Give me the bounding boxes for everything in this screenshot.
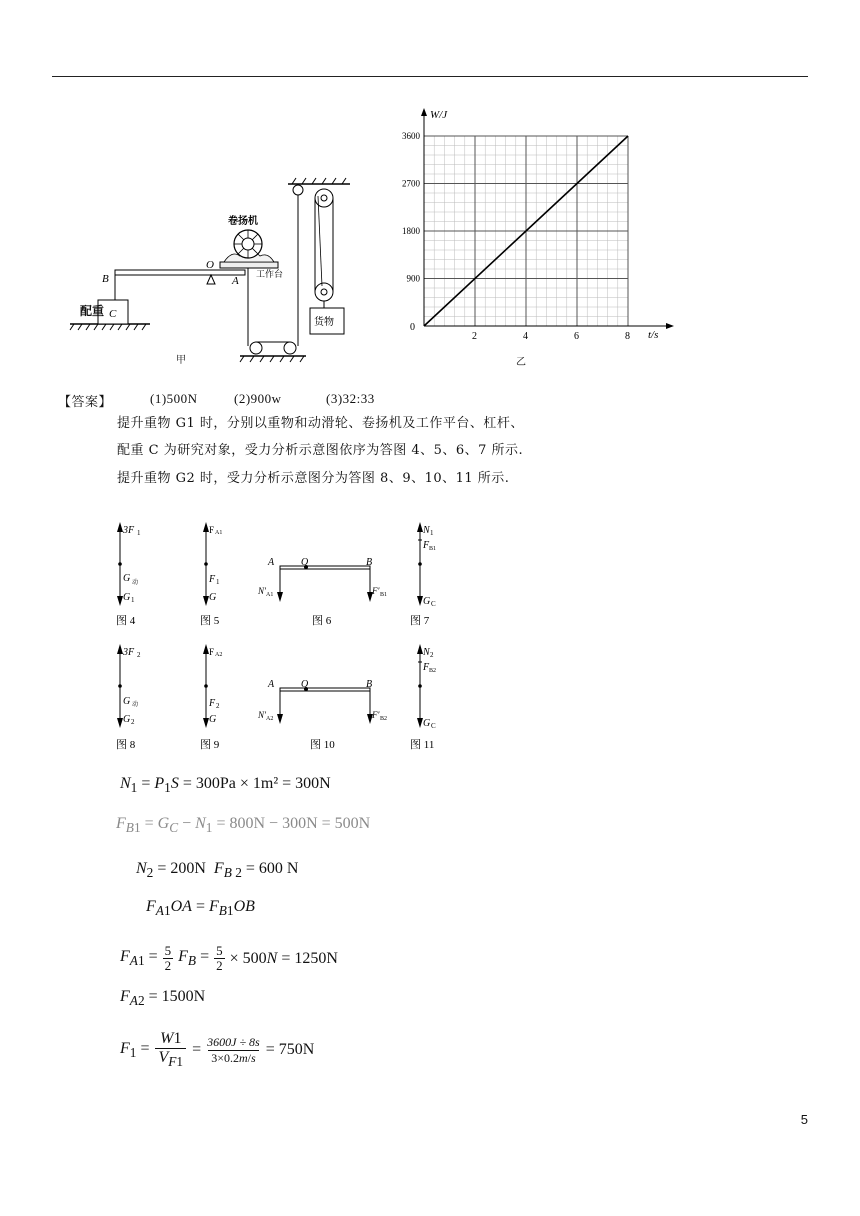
answer-line1: 提升重物 G1 时，分别以重物和动滑轮、卷扬机及工作平台、杠杆、 <box>117 416 524 431</box>
x-tick-label: 8 <box>625 331 630 342</box>
equation-2: $F_{B1} = G_C - N_1 = 800N - 300N = 500N$ <box>116 815 371 836</box>
y-tick-label: 2700 <box>402 178 420 189</box>
answer-part3: (3)32:33 <box>326 391 375 406</box>
fig5-d1-sub: 1 <box>216 578 220 586</box>
fig11-caption: 图 11 <box>410 739 435 751</box>
equation-7: $F_1$ = $\frac{W1}{V_{F1}}$ = $\frac{3600J \div 8s}{3\times 0.2m/s}$ = 750N <box>120 1030 315 1070</box>
fig8-up-label: 3F <box>123 647 135 658</box>
fig7-up1-label: N <box>423 525 430 536</box>
fig8-caption: 图 8 <box>116 739 136 751</box>
platform-label: 工作台 <box>256 269 284 279</box>
fig10-right-sub: B2 <box>380 716 388 722</box>
fig4-up-sub: 1 <box>137 529 141 537</box>
fig4-caption: 图 4 <box>116 615 136 627</box>
equation-5: $F_{A1}$ = $\frac{5}{2}$ $F_B$ = $\frac{5}{2}$ × 500N = 1250N <box>120 943 338 973</box>
equation-7-rhs: = 750N <box>265 1041 315 1059</box>
fig8-up-sub: 2 <box>137 651 141 659</box>
figure-yi-caption: 乙 <box>516 357 526 368</box>
equation-7-denominator: 3×0.2 <box>211 1050 239 1065</box>
fig4-d1-label: G <box>123 573 131 584</box>
fig7-up2-sub: B1 <box>429 546 437 552</box>
fig11-down-label: G <box>423 718 431 729</box>
fig4-d2-sub: 1 <box>131 596 135 604</box>
fig6-left-sub: A1 <box>266 592 274 598</box>
fig9-up-label: F <box>209 647 215 657</box>
x-tick-label: 6 <box>574 331 579 342</box>
equation-6: $F_{A2} = 1500N$ <box>120 988 206 1009</box>
point-b-label: B <box>102 273 109 285</box>
fig7-up1-sub: 1 <box>430 529 434 537</box>
answer-tag: 【答案】 <box>58 395 113 410</box>
x-tick-label: 2 <box>472 331 477 342</box>
fig11-up1-label: N <box>423 647 430 658</box>
figure-yi-chart <box>390 104 680 348</box>
fig8-d1-label: G <box>123 696 131 707</box>
equation-7-numerator: 3600J ÷ 8s <box>207 1034 260 1049</box>
header-rule <box>52 76 808 77</box>
answer-line3: 提升重物 G2 时，受力分析示意图分为答图 8、9、10、11 所示. <box>117 471 510 486</box>
fig8-d1-sub: 动 <box>132 702 139 708</box>
point-a-label: A <box>232 275 239 287</box>
fig9-up-sub: A2 <box>215 652 223 658</box>
fig11-up2-sub: B2 <box>429 668 437 674</box>
fig11-up1-sub: 2 <box>430 651 434 659</box>
answer-line2: 配重 C 为研究对象，受力分析示意图依序为答图 4、5、6、7 所示. <box>117 443 524 458</box>
y-tick-label: 900 <box>406 273 420 284</box>
fig5-up-label: F <box>209 525 215 535</box>
x-axis-arrow <box>666 323 674 329</box>
origin-label: 0 <box>410 322 415 333</box>
fig9-d2-label: G <box>209 714 217 725</box>
figure-jia-mechanism <box>60 176 360 366</box>
equation-4: $F_{A1}OA = F_{B1}OB$ <box>146 898 255 919</box>
fig6-right-label: F′ <box>372 586 380 596</box>
equation-1-rhs: = 300Pa × 1m² = 300N <box>182 775 331 792</box>
fig4-d1-sub: 动 <box>132 580 139 586</box>
fig10-left-sub: A2 <box>266 716 274 722</box>
fig10-a-label: A <box>268 679 275 690</box>
fig6-caption: 图 6 <box>312 615 332 627</box>
fig5-caption: 图 5 <box>200 615 220 627</box>
fig10-caption: 图 10 <box>310 739 335 751</box>
fig5-d2-label: G <box>209 592 217 603</box>
x-axis-label: t/s <box>648 329 659 341</box>
fig10-right-label: F′ <box>372 710 380 720</box>
fig4-up-label: 3F <box>123 525 135 536</box>
y-axis-label: W/J <box>430 109 448 121</box>
fig11-down-sub: C <box>431 722 436 730</box>
force-diagram-fig11 <box>400 640 460 760</box>
equation-3-rhs: = 200N <box>157 860 206 877</box>
fig6-right-sub: B1 <box>380 592 388 598</box>
answer-part1: (1)500N <box>150 391 198 406</box>
fig6-left-label: N′ <box>258 586 266 596</box>
fig7-down-sub: C <box>431 600 436 608</box>
fig5-d1-label: F <box>209 574 216 585</box>
fig6-b-label: B <box>366 557 373 568</box>
fig6-o-label: O <box>301 557 309 568</box>
fig9-caption: 图 9 <box>200 739 220 751</box>
y-tick-label: 3600 <box>402 131 420 141</box>
figure-jia-caption: 甲 <box>176 355 186 366</box>
equation-3b-rhs: = 600 N <box>245 860 299 877</box>
answer-part2: (2)900w <box>234 391 282 406</box>
y-axis-arrow <box>421 108 427 116</box>
equation-3: $N_2 = 200N$ $F_{B 2} = 600$ N <box>136 860 299 881</box>
cargo-label: 货物 <box>314 317 334 328</box>
fig7-down-label: G <box>423 596 431 607</box>
fig10-o-label: O <box>301 679 309 690</box>
fig7-up2-label: F <box>423 540 430 551</box>
x-tick-label: 4 <box>523 331 528 342</box>
point-c-label: C <box>109 308 117 320</box>
fig4-d2-label: G <box>123 592 131 603</box>
equation-1: $N_1 = P_1S = 300Pa \times 1m^2 = 300N$ <box>120 775 331 796</box>
winch-label: 卷扬机 <box>228 216 258 227</box>
fig8-d2-sub: 2 <box>131 718 135 726</box>
force-diagram-fig7 <box>400 518 460 638</box>
fig8-d2-label: G <box>123 714 131 725</box>
point-o-label: O <box>206 259 214 271</box>
equation-5-rhs: = 1250N <box>281 949 338 967</box>
fig10-left-label: N′ <box>258 710 266 720</box>
page-number: 5 <box>800 1112 808 1127</box>
equation-2-rhs: = 800N − 300N = 500N <box>216 815 371 832</box>
fig5-up-sub: A1 <box>215 530 223 536</box>
fig9-d1-sub: 2 <box>216 702 220 710</box>
fig9-d1-label: F <box>209 698 216 709</box>
equation-6-rhs: = 1500N <box>148 988 206 1005</box>
fig6-a-label: A <box>268 557 275 568</box>
fig7-caption: 图 7 <box>410 615 430 627</box>
fig11-up2-label: F <box>423 662 430 673</box>
y-tick-label: 1800 <box>402 226 420 236</box>
counterweight-label: 配重 <box>80 304 105 318</box>
fig10-b-label: B <box>366 679 373 690</box>
